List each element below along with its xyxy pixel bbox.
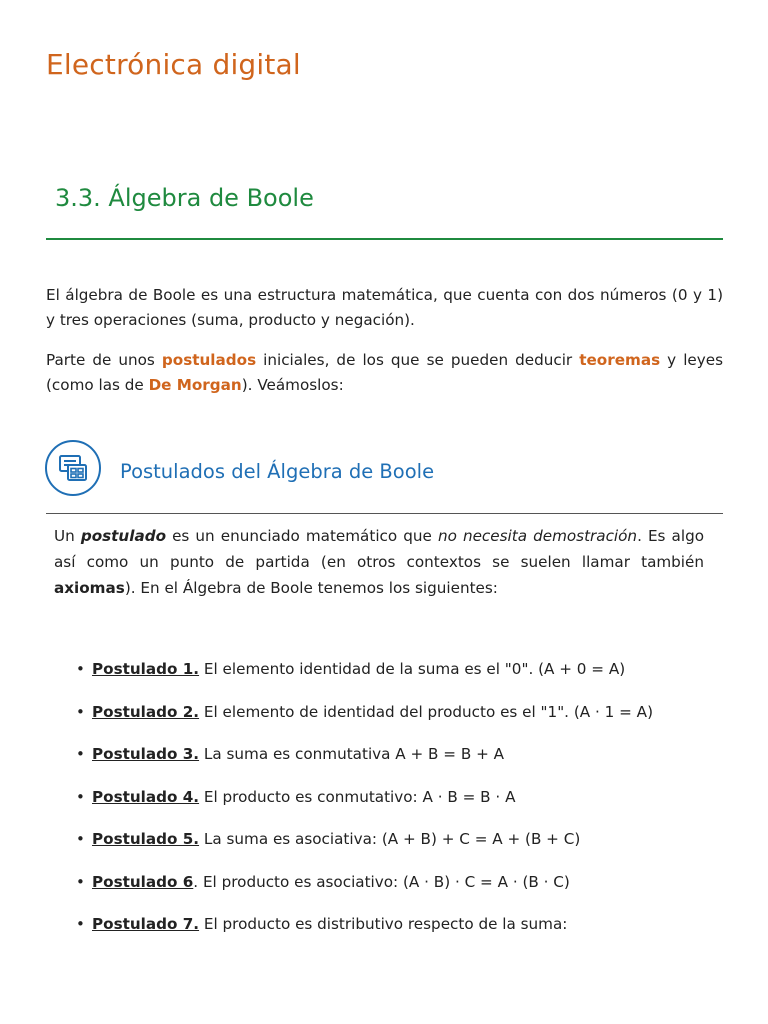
- postulate-name: Postulado 4.: [92, 787, 200, 806]
- postulate-item: [92, 868, 653, 911]
- text-segment: . Es algo así como un punto de partida (en otros contextos se suelen llamar también: [54, 527, 705, 571]
- text-segment: Un: [54, 527, 81, 545]
- postulate-item: [92, 698, 653, 741]
- intro-paragraph: El álgebra de Boole es una estructura matemática, que cuenta con dos números (0 y 1) y tres operaciones (suma, producto y negación).: [46, 286, 723, 329]
- text-segment: ). En el Álgebra de Boole tenemos los siguientes:: [124, 579, 498, 597]
- term-axiomas: axiomas: [54, 579, 125, 597]
- text-segment: es un enunciado matemático que: [166, 527, 438, 545]
- text-segment: Parte de unos: [46, 351, 162, 369]
- emphasis-no-demostracion: no necesita demostración: [437, 527, 638, 545]
- postulate-item: [92, 740, 653, 783]
- box-divider: [46, 513, 723, 514]
- postulate-name: Postulado 2.: [92, 702, 200, 721]
- postulate-text: El elemento identidad de la suma es el "0". (A + 0 = A): [199, 660, 626, 678]
- postulate-text: La suma es conmutativa A + B = B + A: [199, 745, 505, 763]
- postulate-item: [92, 655, 653, 698]
- section-divider: [46, 238, 723, 240]
- postulate-item: [92, 783, 653, 826]
- postulate-text: El producto es distributivo respecto de la suma:: [199, 915, 568, 933]
- postulate-name: Postulado 6: [92, 872, 194, 891]
- postulate-item: [92, 825, 653, 868]
- link-postulados[interactable]: postulados: [161, 351, 257, 369]
- clipboard-list-icon: [45, 440, 101, 496]
- term-postulado: postulado: [80, 527, 167, 545]
- postulate-list: [92, 655, 653, 953]
- postulate-name: Postulado 3.: [92, 745, 200, 763]
- postulate-text: El elemento de identidad del producto es el "1". (A · 1 = A): [199, 702, 653, 721]
- postulate-name: Postulado 5.: [92, 830, 200, 848]
- link-teoremas[interactable]: teoremas: [579, 351, 661, 369]
- link-de-morgan[interactable]: De Morgan: [148, 376, 242, 394]
- postulate-text: El producto es conmutativo: A · B = B · A: [199, 787, 516, 806]
- postulate-name: Postulado 1.: [92, 660, 200, 678]
- text-segment: ). Veámoslos:: [241, 376, 344, 394]
- text-segment: y leyes (como las de: [46, 351, 723, 394]
- postulate-name: Postulado 7.: [92, 915, 200, 933]
- postulate-text: . El producto es asociativo: (A · B) · C = A · (B · C): [193, 872, 570, 891]
- postulate-definition: [54, 523, 704, 601]
- text-segment: iniciales, de los que se pueden deducir: [256, 351, 580, 369]
- section-title: 3.3. Álgebra de Boole: [55, 184, 314, 212]
- site-title: Electrónica digital: [46, 48, 301, 81]
- intro-paragraph-links: [46, 348, 723, 398]
- postulate-item: [92, 910, 653, 953]
- postulate-text: La suma es asociativa: (A + B) + C = A + (B + C): [199, 830, 581, 848]
- box-title: Postulados del Álgebra de Boole: [120, 460, 435, 483]
